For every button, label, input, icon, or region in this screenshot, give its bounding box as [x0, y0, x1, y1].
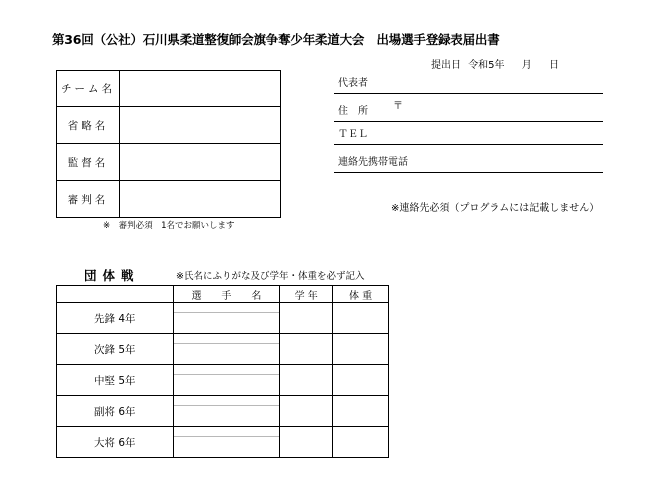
coach-name-label: 監督名 — [57, 144, 120, 181]
mobile-phone-field[interactable] — [334, 152, 603, 173]
table-row — [57, 396, 389, 427]
team-info-table — [56, 70, 281, 218]
team-info-row — [57, 144, 281, 181]
weight-field[interactable] — [333, 303, 389, 334]
team-event-table — [56, 285, 389, 458]
tel-label: ＴＥＬ — [338, 129, 368, 140]
coach-name-field[interactable] — [120, 144, 281, 181]
grade-field[interactable] — [280, 365, 333, 396]
table-row — [57, 427, 389, 458]
table-header-row — [57, 286, 389, 303]
short-name-label: 省略名 — [57, 107, 120, 144]
grade-field[interactable] — [280, 334, 333, 365]
submission-month: 月 — [521, 60, 532, 71]
short-name-field[interactable] — [120, 107, 281, 144]
submission-date — [431, 56, 563, 71]
weight-field[interactable] — [333, 427, 389, 458]
team-name-field[interactable] — [120, 71, 281, 107]
submission-date-label: 提出日 — [431, 60, 461, 71]
referee-name-field[interactable] — [120, 181, 281, 218]
position-label: 次鋒 5年 — [57, 334, 174, 365]
team-event-title: 団体戦 — [84, 268, 140, 283]
representative-field[interactable] — [334, 73, 603, 94]
submission-day: 日 — [548, 60, 559, 71]
weight-field[interactable] — [333, 365, 389, 396]
representative-label: 代表者 — [338, 78, 368, 89]
referee-note: ※ 審判必須 1名でお願いします — [103, 221, 235, 231]
address-label: 住 所 — [338, 106, 368, 117]
furigana-line — [174, 374, 280, 375]
grade-field[interactable] — [280, 396, 333, 427]
weight-header: 体 重 — [333, 286, 389, 303]
table-row — [57, 365, 389, 396]
position-label: 中堅 5年 — [57, 365, 174, 396]
team-info-row — [57, 107, 281, 144]
team-info-row — [57, 71, 281, 107]
player-name-header: 選 手 名 — [173, 286, 280, 303]
player-name-field[interactable] — [173, 427, 280, 458]
mobile-phone-label: 連絡先携帯電話 — [338, 157, 408, 168]
grade-header: 学 年 — [280, 286, 333, 303]
furigana-line — [174, 343, 280, 344]
table-row — [57, 334, 389, 365]
player-name-field[interactable] — [173, 334, 280, 365]
tel-field[interactable] — [334, 124, 603, 145]
position-label: 大将 6年 — [57, 427, 174, 458]
referee-name-label: 審判名 — [57, 181, 120, 218]
grade-field[interactable] — [280, 303, 333, 334]
team-name-label: チーム名 — [57, 71, 120, 107]
address-field[interactable] — [334, 101, 603, 122]
table-row — [57, 303, 389, 334]
position-label: 先鋒 4年 — [57, 303, 174, 334]
position-header — [57, 286, 174, 303]
furigana-line — [174, 312, 280, 313]
player-name-field[interactable] — [173, 396, 280, 427]
player-name-field[interactable] — [173, 303, 280, 334]
player-name-field[interactable] — [173, 365, 280, 396]
weight-field[interactable] — [333, 334, 389, 365]
position-label: 副将 6年 — [57, 396, 174, 427]
submission-era: 令和5年 — [468, 60, 505, 71]
document-title: 第36回（公社）石川県柔道整復師会旗争奪少年柔道大会 出場選手登録表届出書 — [52, 32, 500, 47]
furigana-line — [174, 405, 280, 406]
contact-note: ※連絡先必須（プログラムには記載しません） — [391, 203, 600, 214]
grade-field[interactable] — [280, 427, 333, 458]
furigana-note: ※氏名にふりがな及び学年・体重を必ず記入 — [176, 271, 365, 282]
weight-field[interactable] — [333, 396, 389, 427]
postal-mark: 〒 — [393, 101, 403, 112]
team-info-row — [57, 181, 281, 218]
furigana-line — [174, 436, 280, 437]
